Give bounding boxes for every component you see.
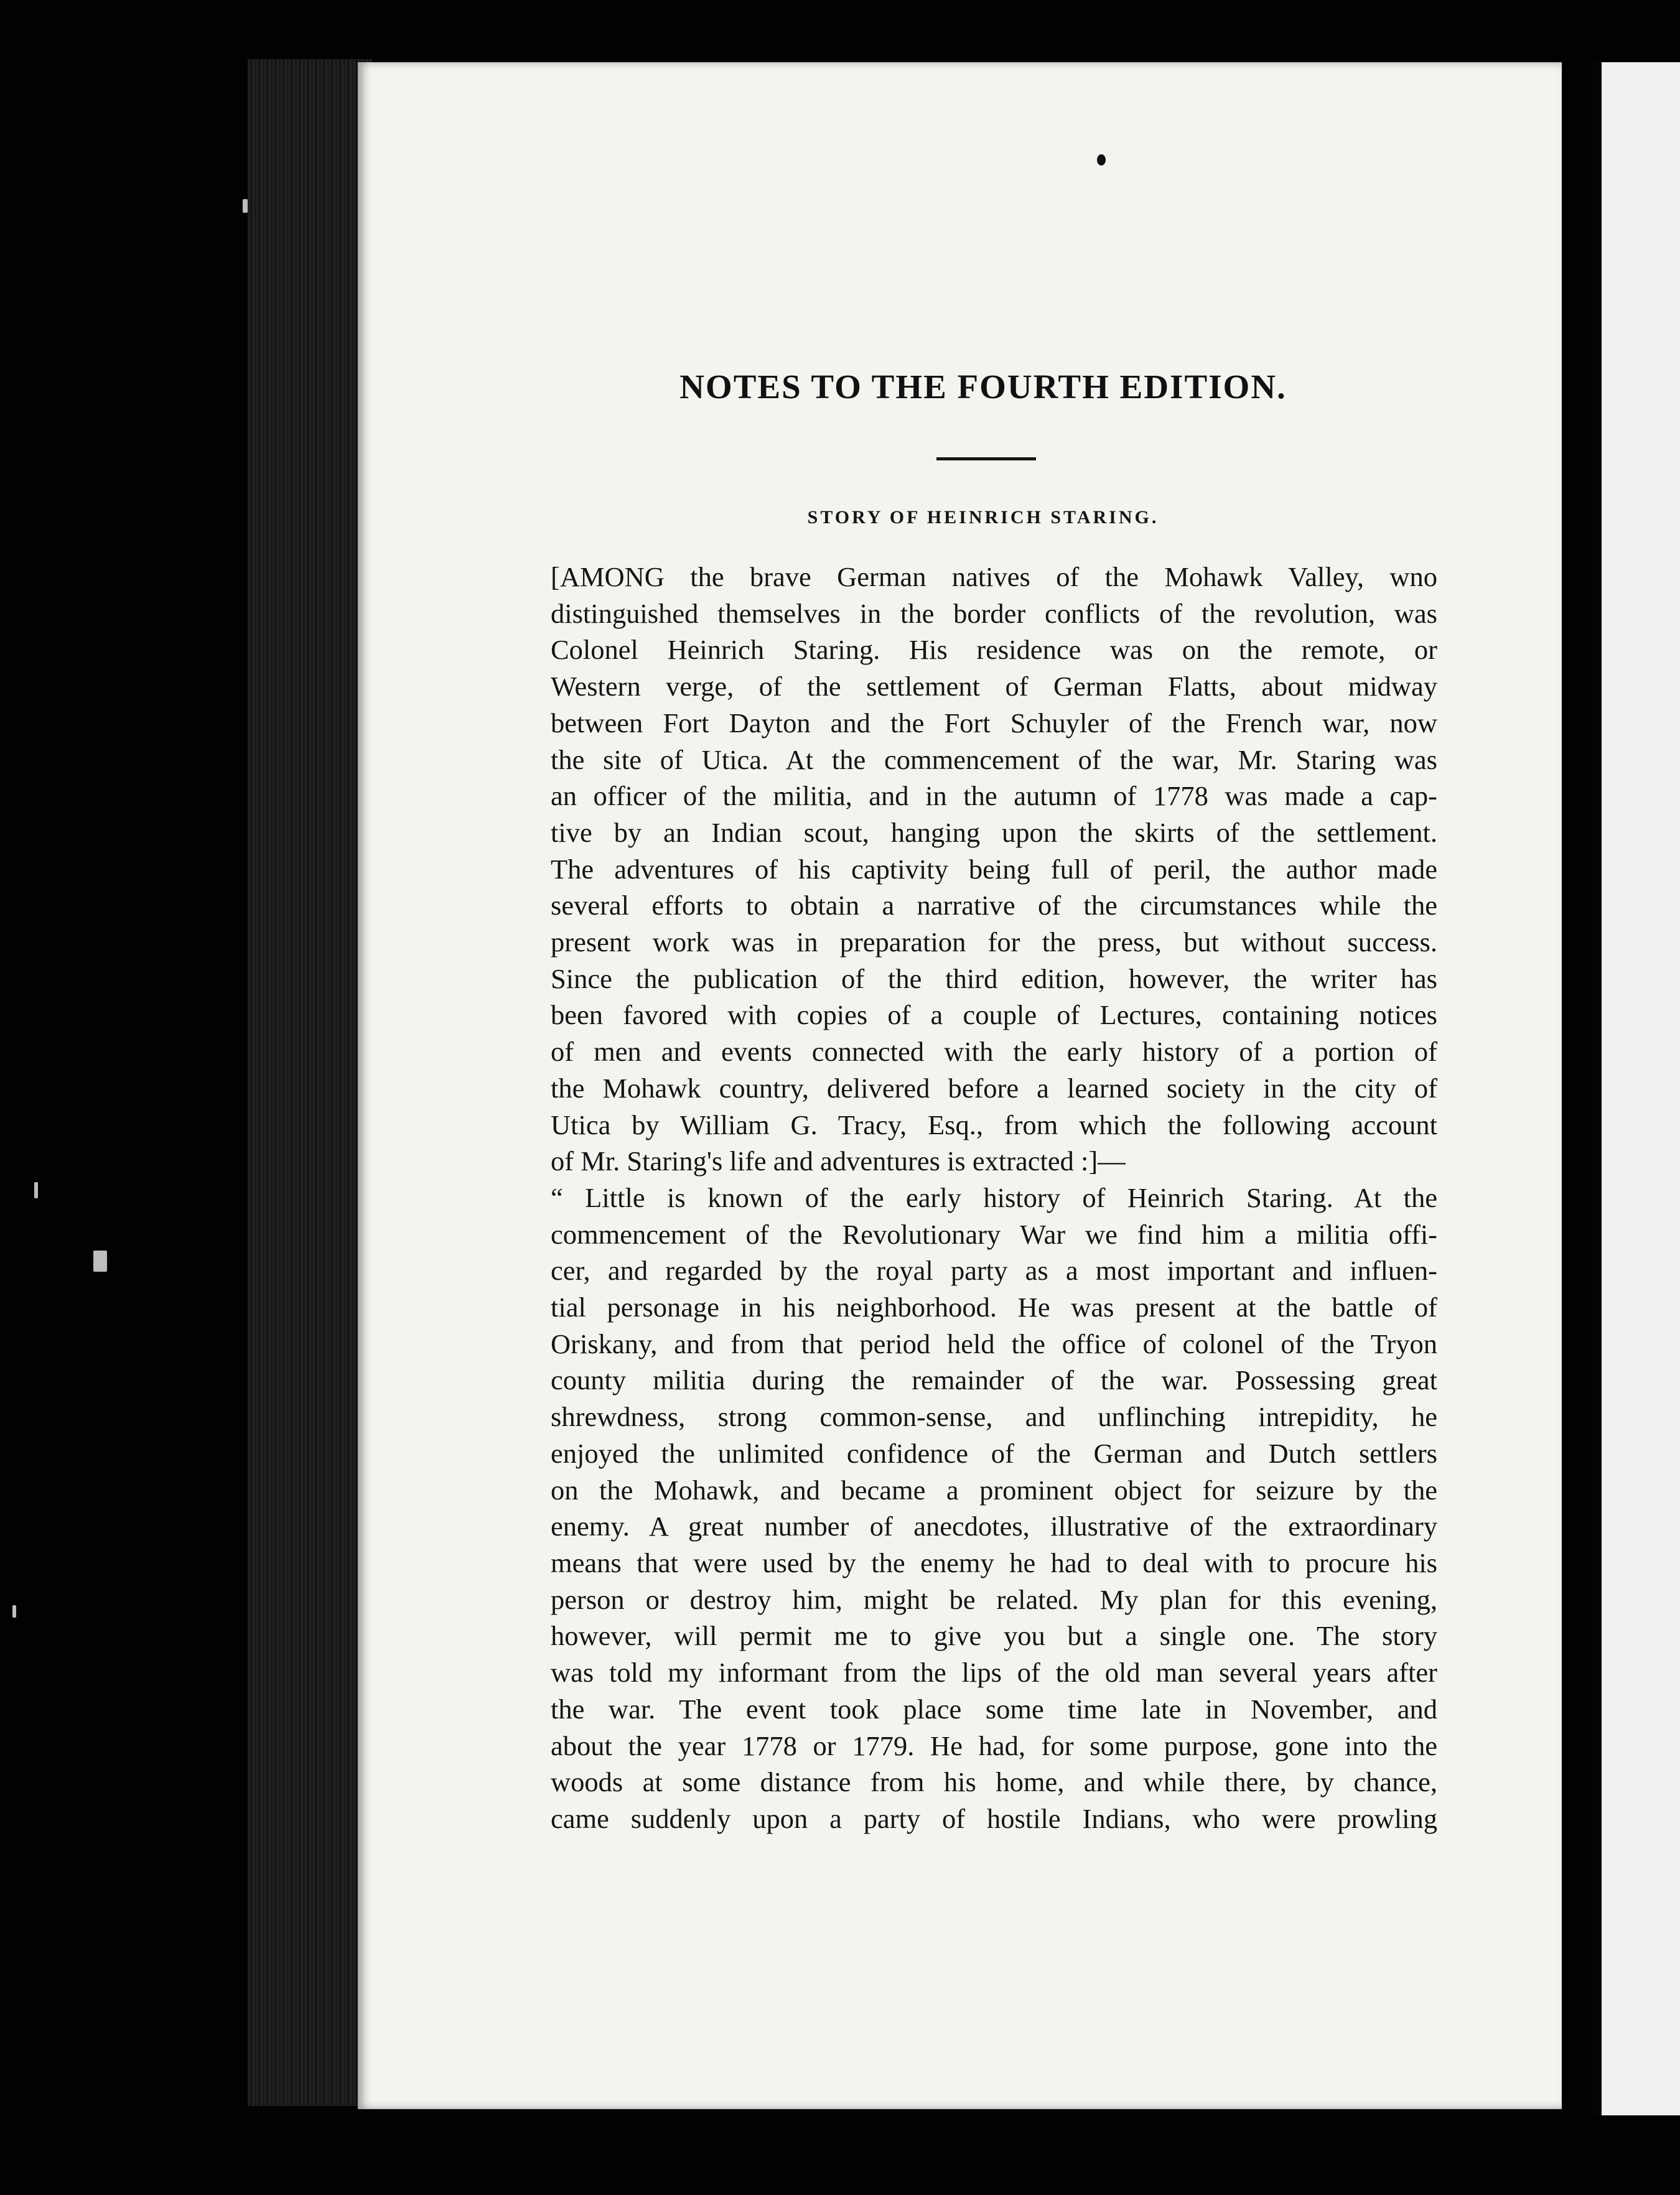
- text-line: the site of Utica. At the commencement of the war, Mr. Staring was: [551, 743, 1437, 775]
- text-line: present work was in preparation for the press, but without success.: [551, 926, 1437, 958]
- text-line: The adventures of his captivity being full of peril, the author made: [551, 853, 1437, 885]
- text-line: Colonel Heinrich Staring. His residence was on the remote, or: [551, 634, 1437, 666]
- heading-rule: [936, 457, 1036, 460]
- printed-dot-mark: [1097, 154, 1106, 165]
- edge-speck: [12, 1605, 16, 1618]
- text-line: Western verge, of the settlement of German Flatts, about midway: [551, 671, 1437, 702]
- text-line: of men and events connected with the early history of a portion of: [551, 1036, 1437, 1068]
- text-line: the war. The event took place some time late in November, and: [551, 1693, 1437, 1725]
- text-line: was told my informant from the lips of the old man several years after: [551, 1657, 1437, 1689]
- text-line: commencement of the Revolutionary War we find him a militia offi-: [551, 1218, 1437, 1250]
- text-line: tive by an Indian scout, hanging upon the skirts of the settlement.: [551, 816, 1437, 848]
- text-line: cer, and regarded by the royal party as a most important and influen-: [551, 1255, 1437, 1287]
- text-line: county militia during the remainder of the war. Possessing great: [551, 1364, 1437, 1396]
- text-line: about the year 1778 or 1779. He had, for some purpose, gone into the: [551, 1730, 1437, 1761]
- text-line: woods at some distance from his home, and while there, by chance,: [551, 1766, 1437, 1798]
- text-line: however, will permit me to give you but a single one. The story: [551, 1620, 1437, 1652]
- edge-speck: [34, 1182, 38, 1198]
- text-line: enemy. A great number of anecdotes, illustrative of the extraordinary: [551, 1511, 1437, 1542]
- text-line: on the Mohawk, and became a prominent object for seizure by the: [551, 1474, 1437, 1506]
- text-line: came suddenly upon a party of hostile Indians, who were prowling: [551, 1802, 1437, 1834]
- text-line: tial personage in his neighborhood. He was present at the battle of: [551, 1292, 1437, 1323]
- text-line: the Mohawk country, delivered before a learned society in the city of: [551, 1072, 1437, 1104]
- text-line: “ Little is known of the early history of Heinrich Staring. At the: [551, 1181, 1437, 1213]
- edge-speck: [243, 199, 248, 213]
- text-line: of Mr. Staring's life and adventures is extracted :]—: [551, 1145, 1126, 1177]
- edge-speck: [93, 1251, 107, 1272]
- text-line: distinguished themselves in the border conflicts of the revolution, was: [551, 597, 1437, 629]
- section-subheading: STORY OF HEINRICH STARING.: [807, 507, 1159, 528]
- text-line: an officer of the militia, and in the autumn of 1778 was made a cap-: [551, 780, 1437, 812]
- text-line: [AMONG the brave German natives of the Mohawk Valley, wno: [551, 561, 1437, 592]
- book-spine-edge: [248, 59, 372, 2106]
- text-line: been favored with copies of a couple of Lectures, containing notices: [551, 999, 1437, 1031]
- text-line: Oriskany, and from that period held the office of colonel of the Tryon: [551, 1328, 1437, 1359]
- body-text: [551, 559, 1437, 1837]
- text-line: between Fort Dayton and the Fort Schuyler of the French war, now: [551, 707, 1437, 739]
- next-page-edge: [1593, 62, 1680, 2115]
- page-heading: NOTES TO THE FOURTH EDITION.: [679, 368, 1287, 406]
- text-line: several efforts to obtain a narrative of the circumstances while the: [551, 890, 1437, 921]
- text-line: Since the publication of the third edition, however, the writer has: [551, 962, 1437, 994]
- text-line: shrewdness, strong common-sense, and unflinching intrepidity, he: [551, 1401, 1437, 1433]
- text-line: means that were used by the enemy he had to deal with to procure his: [551, 1547, 1437, 1578]
- text-line: person or destroy him, might be related. My plan for this evening,: [551, 1583, 1437, 1615]
- text-line: enjoyed the unlimited confidence of the German and Dutch settlers: [551, 1437, 1437, 1469]
- text-line: Utica by William G. Tracy, Esq., from which the following account: [551, 1109, 1437, 1140]
